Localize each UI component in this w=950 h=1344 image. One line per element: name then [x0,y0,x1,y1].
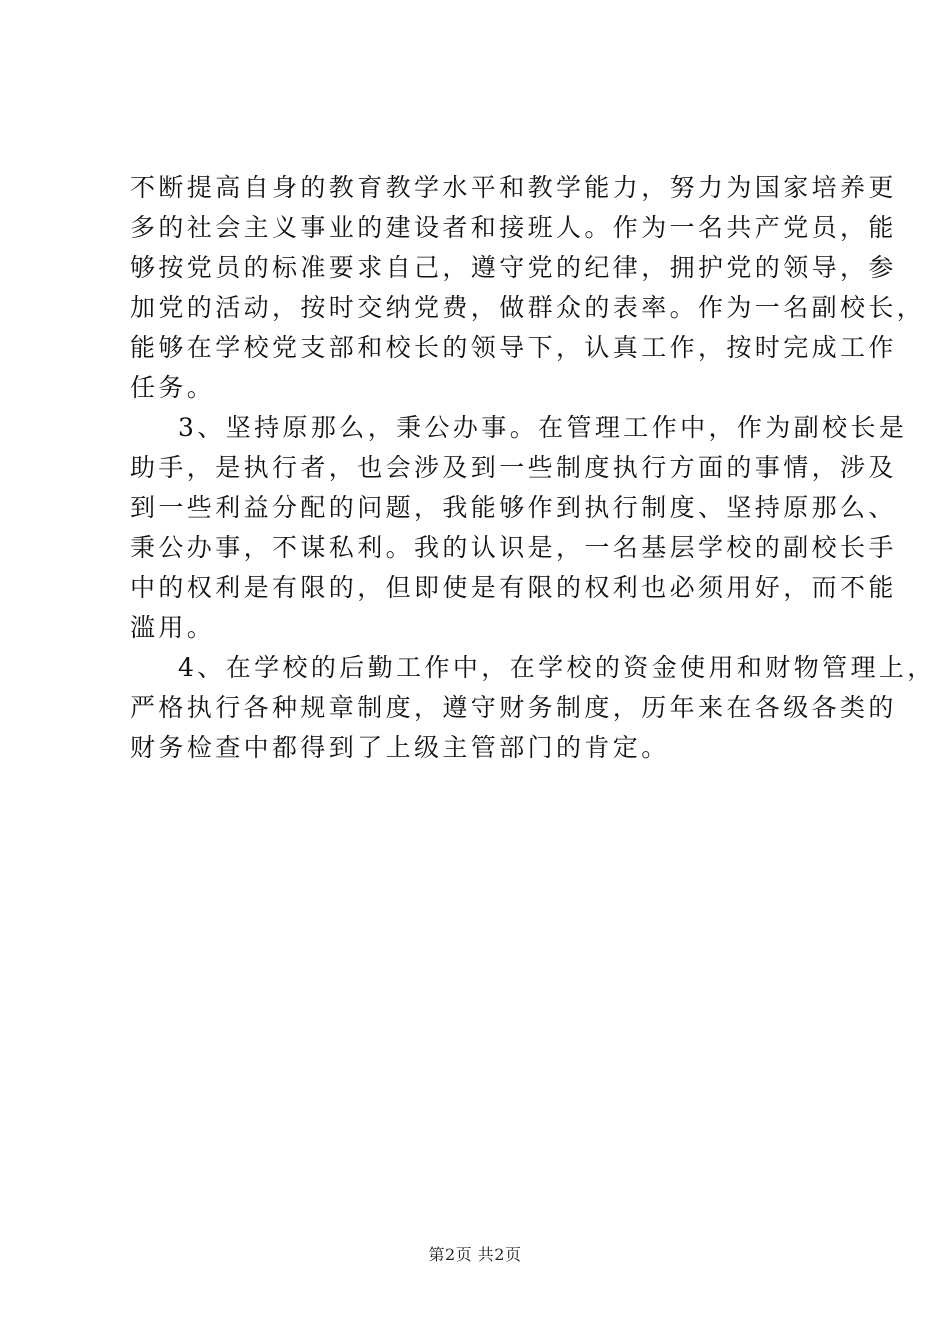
paragraph-item-3 [130,408,908,648]
paragraph-item-4 [130,648,936,768]
text-line: 滥用。 [130,613,216,642]
text-line-content: 3、坚持原那么，秉公办事。在管理工作中，作为副校长是 [178,413,908,442]
text-line: 能够在学校党支部和校长的领导下，认真工作，按时完成工作 [130,333,897,362]
text-line: 任务。 [130,373,216,402]
text-line: 中的权利是有限的，但即使是有限的权利也必须用好，而不能 [130,573,897,602]
text-line-indented [130,648,936,688]
document-body [130,168,936,768]
text-line: 助手，是执行者，也会涉及到一些制度执行方面的事情，涉及 [130,453,897,482]
text-line: 严格执行各种规章制度，遵守财务制度，历年来在各级各类的 [130,693,897,722]
text-line: 财务检查中都得到了上级主管部门的肯定。 [130,733,670,762]
paragraph-continuation [130,168,926,408]
text-line: 加党的活动，按时交纳党费，做群众的表率。作为一名副校长， [130,293,926,322]
page-number-footer: 第2页 共2页 [428,1245,522,1264]
text-line: 多的社会主义事业的建设者和接班人。作为一名共产党员，能 [130,213,897,242]
text-line-indented [130,408,908,448]
text-line-content: 4、在学校的后勤工作中，在学校的资金使用和财物管理上， [178,653,936,682]
text-line: 秉公办事，不谋私利。我的认识是，一名基层学校的副校长手 [130,533,897,562]
text-line: 不断提高自身的教育教学水平和教学能力，努力为国家培养更 [130,173,897,202]
text-line: 到一些利益分配的问题，我能够作到执行制度、坚持原那么、 [130,493,897,522]
text-line: 够按党员的标准要求自己，遵守党的纪律，拥护党的领导，参 [130,253,897,282]
